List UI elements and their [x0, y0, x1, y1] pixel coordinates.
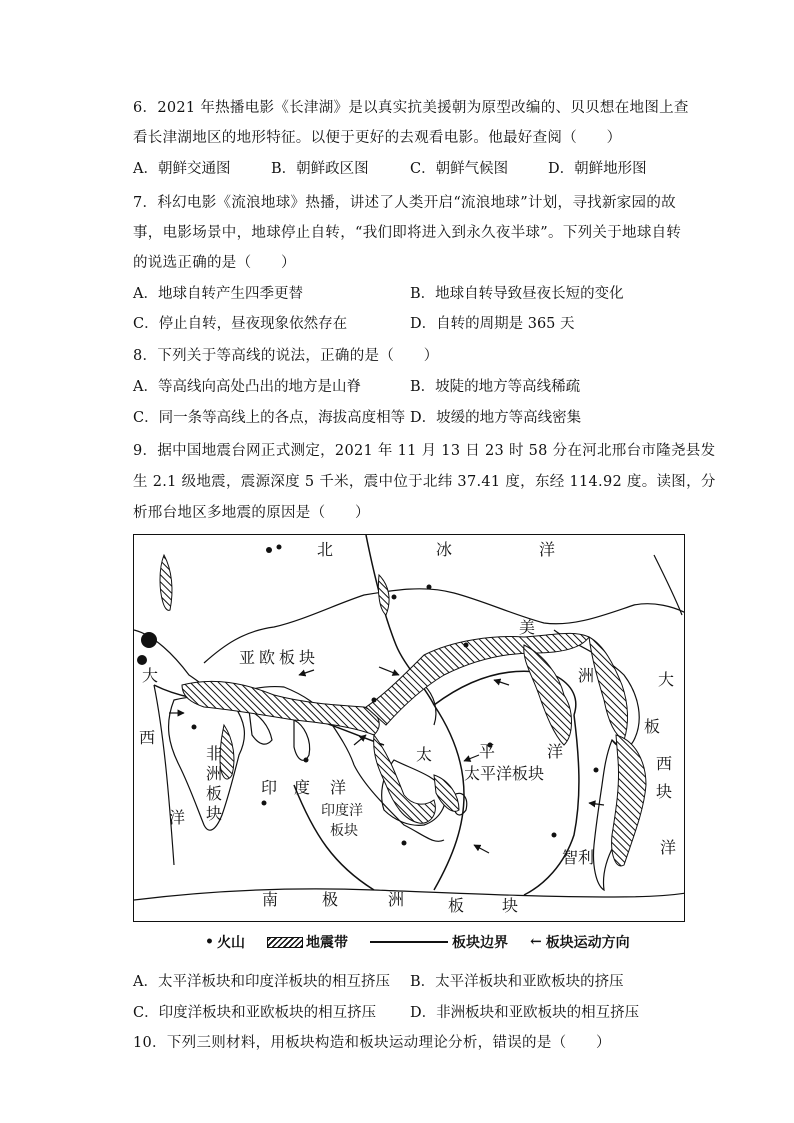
- label-north: 北: [317, 540, 334, 559]
- label-ji: 极: [322, 890, 339, 909]
- label-africa-3: 板: [206, 784, 223, 803]
- label-pacific-ping: 平: [479, 742, 496, 761]
- q7-stem-line1: 7．科幻电影《流浪地球》热播，讲述了人类开启“流浪地球”计划，寻找新家园的故: [133, 195, 676, 211]
- label-africa-1: 非: [206, 744, 223, 763]
- q6-option-d[interactable]: D．朝鲜地形图: [548, 161, 647, 177]
- label-ban: 板: [448, 896, 465, 915]
- plate-map-svg: [134, 535, 685, 922]
- label-indian-yang: 洋: [330, 778, 347, 797]
- map-legend: [205, 932, 685, 952]
- q10-stem-line1: 10．下列三则材料，用板块构造和板块运动理论分析，错误的是（ ）: [133, 1035, 611, 1051]
- label-ocean-top: 洋: [539, 540, 556, 559]
- coastlines: [134, 555, 685, 900]
- label-indian-du: 度: [294, 778, 311, 797]
- q7-option-b[interactable]: B．地球自转导致昼夜长短的变化: [410, 286, 624, 302]
- label-chile: 智利: [562, 848, 595, 867]
- label-africa-2: 洲: [206, 764, 223, 783]
- label-indian-plate-2: 板块: [330, 823, 358, 839]
- legend-seismic-belt: [267, 932, 348, 952]
- q8-stem-line1: 8．下列关于等高线的说法，正确的是（ ）: [133, 348, 439, 364]
- q7-stem-line2: 事，电影场景中，地球停止自转，“我们即将进入到永久夜半球”。下列关于地球自转: [133, 225, 682, 241]
- label-indian-yin: 印: [261, 778, 278, 797]
- motion-arrow-icon: ←: [529, 934, 542, 950]
- label-right-yang: 洋: [660, 838, 677, 857]
- seismic-belts: [160, 555, 646, 866]
- label-pacific-tai: 太: [416, 745, 433, 764]
- q6-option-c[interactable]: C．朝鲜气候图: [410, 161, 509, 177]
- seismic-belt-swatch-icon: [267, 937, 303, 948]
- boundary-line-icon: [370, 941, 448, 943]
- label-pacific-yang: 洋: [547, 742, 564, 761]
- plate-tectonics-map: [133, 534, 685, 922]
- q9-option-b[interactable]: B．太平洋板块和亚欧板块的挤压: [410, 974, 624, 990]
- q7-option-c[interactable]: C．停止自转，昼夜现象依然存在: [133, 316, 348, 332]
- q9-stem-line2: 生 2.1 级地震，震源深度 5 千米，震中位于北纬 37.41 度，东经 114.92 度。读图，分: [133, 474, 716, 490]
- q9-option-a[interactable]: A．太平洋板块和印度洋板块的相互挤压: [133, 974, 390, 990]
- label-indian-plate-1: 印度洋: [321, 803, 363, 819]
- q8-option-a[interactable]: A．等高线向高处凸出的地方是山脊: [133, 379, 361, 395]
- q9-stem-line3: 析邢台地区多地震的原因是（ ）: [133, 505, 370, 521]
- legend-volcano: [205, 932, 245, 952]
- q8-option-d[interactable]: D．坡缓的地方等高线密集: [410, 410, 582, 426]
- label-america-zhou: 洲: [578, 666, 595, 685]
- label-right-xi: 西: [656, 754, 673, 773]
- q6-option-a[interactable]: A．朝鲜交通图: [133, 161, 231, 177]
- label-atlantic-yang: 洋: [169, 808, 186, 827]
- legend-motion-label: 板块运动方向: [545, 935, 630, 951]
- label-ice: 冰: [436, 540, 453, 559]
- legend-boundary-label: 板块边界: [451, 935, 508, 951]
- label-pacific-plate: 太平洋板块: [464, 764, 545, 783]
- q6-option-b[interactable]: B．朝鲜政区图: [271, 161, 369, 177]
- q8-option-b[interactable]: B．坡陡的地方等高线稀疏: [410, 379, 581, 395]
- legend-seismic-label: 地震带: [305, 935, 348, 951]
- volcano-dot-icon: •: [205, 934, 214, 950]
- q9-stem-line1: 9．据中国地震台网正式测定，2021 年 11 月 13 日 23 时 58 分在河北邢台市隆尧县发: [133, 443, 716, 459]
- label-zhou: 洲: [388, 890, 405, 909]
- q7-option-d[interactable]: D．自转的周期是 365 天: [410, 316, 575, 332]
- arctic-islands: [137, 545, 282, 666]
- q9-option-c[interactable]: C．印度洋板块和亚欧板块的相互挤压: [133, 1005, 377, 1021]
- label-america-ban: 板: [644, 717, 661, 736]
- label-africa-4: 块: [206, 804, 223, 823]
- q9-option-d[interactable]: D．非洲板块和亚欧板块的相互挤压: [410, 1005, 640, 1021]
- legend-volcano-label: 火山: [216, 935, 245, 951]
- label-south: 南: [262, 890, 279, 909]
- label-atlantic-xi: 西: [139, 728, 156, 747]
- q6-stem-line2: 看长津湖地区的地形特征。以便于更好的去观看电影。他最好查阅（ ）: [133, 130, 622, 146]
- q7-option-a[interactable]: A．地球自转产生四季更替: [133, 286, 303, 302]
- q8-option-c[interactable]: C．同一条等高线上的各点，海拔高度相等: [133, 410, 406, 426]
- legend-motion: [530, 932, 630, 952]
- label-eurasia-plate: 亚欧板块: [239, 648, 320, 667]
- label-kuai: 块: [502, 896, 519, 915]
- q7-stem-line3: 的说选正确的是（ ）: [133, 255, 296, 271]
- label-america-mei: 美: [519, 618, 536, 637]
- legend-boundary: [370, 932, 508, 952]
- label-right-kuai: 块: [656, 782, 673, 801]
- label-america-da: 大: [658, 670, 675, 689]
- q6-stem-line1: 6．2021 年热播电影《长津湖》是以真实抗美援朝为原型改编的、贝贝想在地图上查: [133, 100, 689, 116]
- label-atlantic-da: 大: [142, 666, 159, 685]
